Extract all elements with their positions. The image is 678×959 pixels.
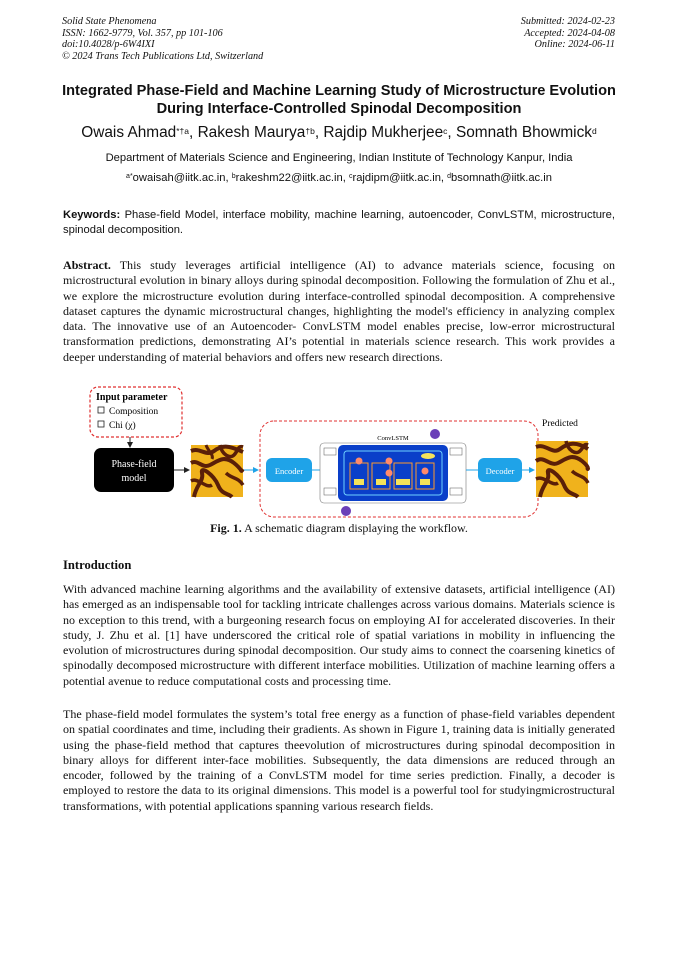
- journal-info: [62, 16, 263, 62]
- email-link[interactable]: bsomnath@iitk.ac.in: [451, 172, 552, 184]
- author-sup: d: [591, 126, 597, 136]
- convlstm-label: ConvLSTM: [377, 435, 409, 442]
- checkbox-icon: [98, 421, 104, 427]
- email-sup: a*: [126, 173, 133, 180]
- author-sup: †b: [305, 126, 315, 136]
- author-name: Rajdip Mukherjee: [323, 124, 444, 141]
- caption-text: A schematic diagram displaying the workflow.: [244, 521, 468, 535]
- figure-caption: [63, 521, 615, 536]
- keywords-label: Keywords:: [63, 209, 121, 221]
- author-name: Somnath Bhowmick: [455, 124, 592, 141]
- intro-paragraph: With advanced machine learning algorithms and the availability of extensive datasets, artificial intelligence (AI) has emerged as an indispensable tool for tackling intricate challenges across various domains. Materials science is no exception to this trend, with a burgeoning research focus on employing AI for accelerated discoveries. In their study, J. Zhu et al. [1] have underscored the critical role of spatial variations in mobility in influencing the evolution of microstructures during spinodal decomposition. Our study aims to connect the coarsening kinetics of spinodally decomposed microstructure with different interface mobilities. Utilization of machine learning offers a potential avenue to reduce computational costs and processing time.: [63, 582, 615, 688]
- predicted-label: Predicted: [542, 419, 578, 429]
- abstract-text: This study leverages artificial intelligence (AI) to advance materials science, focusing on microstructural evolution in binary alloys during spinodal decomposition. Following the formulation of Zhu et al., we explore the microstructure evolution during interface-controlled spinodal decomposition. A comprehensive dataset captures the dynamic microstructural changes, highlighting the model's efficiency in analyzing complex data. The innovative use of an Autoencoder- ConvLSTM model enables precise, low-error microstructural transformation predictions, demonstrating AI’s potential in materials science research. This work provides a deeper understanding of material behaviors and offers new research directions.: [63, 258, 615, 364]
- journal-name: Solid State Phenomena: [62, 16, 157, 27]
- copyright-line: © 2024 Trans Tech Publications Ltd, Switzerland: [62, 50, 264, 62]
- doi-line: doi:10.4028/p-6W4IXI: [62, 39, 155, 51]
- encoder-label: Encoder: [274, 466, 304, 476]
- email-list: $^{a*}$owaisah@iitk.ac.in, $^b$rakeshm22@iitk.ac.in, $^c$rajdipm@iitk.ac.in, $^d$bsomnath@iitk.ac.in: [126, 172, 552, 184]
- email-link[interactable]: rajdipm@iitk.ac.in: [352, 172, 441, 184]
- keywords: [63, 208, 615, 237]
- email-sup: d: [447, 173, 452, 180]
- author-name: Rakesh Maurya: [197, 124, 306, 141]
- decoder-label: Decoder: [485, 466, 515, 476]
- hidden-state-icon: [430, 429, 440, 439]
- intro-paragraph: The phase-field model formulates the system’s total free energy as a function of phase-field variables dependent on spatial coordinates and time, including their gradients. As shown in Figure 1, training data is initially generated using the phase-field method that captures theevolution of microstructures during spinodal decomposition in binary alloys for different inter-face mobilities. Subsequently, the data dimensions are reduced through an encoder, followed by the training of a ConvLSTM model for time series prediction. Finally, a decoder is employed to restore the data to its original dimensions. This model is a powerful tool for studyingmicrostructural transformations, with potential applications spanning various research fields.: [63, 707, 615, 813]
- caption-label: Fig. 1.: [210, 521, 242, 535]
- keywords-text: Phase-field Model, interface mobility, machine learning, autoencoder, ConvLSTM, microstructure, spinodal decomposition.: [63, 209, 615, 236]
- email-sup: b: [231, 173, 236, 180]
- introduction-heading: Introduction: [63, 558, 132, 572]
- input-item-chi: Chi (χ): [109, 421, 136, 431]
- phase-field-label: model: [121, 473, 147, 484]
- input-item-composition: Composition: [109, 407, 159, 417]
- submitted-date: Submitted: 2024-02-23: [520, 16, 615, 27]
- microstructure-image-input: [191, 445, 243, 497]
- workflow-figure: [88, 385, 608, 520]
- abstract: [63, 258, 615, 365]
- author-name: Owais Ahmad: [81, 124, 177, 141]
- input-parameter-title: Input parameter: [96, 392, 168, 403]
- paper-title: Integrated Phase-Field and Machine Learning Study of Microstructure Evolution During Interface-Controlled Spinodal Decomposition: [62, 83, 616, 117]
- online-date: Online: 2024-06-11: [534, 39, 615, 51]
- email-link[interactable]: owaisah@iitk.ac.in: [132, 172, 226, 184]
- abstract-label: Abstract.: [63, 258, 111, 272]
- email-link[interactable]: rakeshm22@iitk.ac.in: [235, 172, 343, 184]
- checkbox-icon: [98, 407, 104, 413]
- accepted-date: Accepted: 2024-04-08: [524, 27, 615, 39]
- affiliation: Department of Materials Science and Engineering, Indian Institute of Technology Kanpur, India: [105, 152, 573, 164]
- author-sup: *†a: [176, 126, 189, 136]
- microstructure-image-predicted: [536, 441, 588, 497]
- author-sup: c: [443, 126, 448, 136]
- phase-field-model-box: [94, 448, 174, 492]
- cell-state-icon: [341, 506, 351, 516]
- convlstm-cell: [320, 435, 466, 503]
- email-sup: c: [348, 173, 353, 180]
- issn-line: ISSN: 1662-9779, Vol. 357, pp 101-106: [62, 27, 223, 39]
- submission-dates: [521, 16, 615, 51]
- phase-field-label: Phase-field: [111, 459, 157, 470]
- author-list: Owais Ahmad$^{*\dagger a}$, Rakesh Maurya$^{\dagger b}$, Rajdip Mukherjee$^c$, Somnath Bhowmick$^d$: [81, 124, 597, 141]
